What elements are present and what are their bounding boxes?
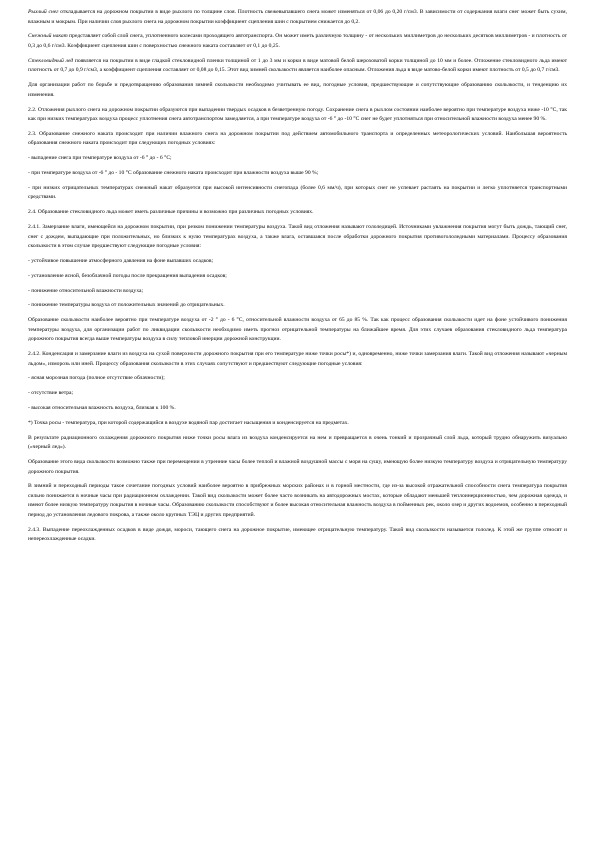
list-item: - при температуре воздуха от -6 ° до - 10 °С образование снежного наката происходит при влажности воздуха выше 90 %; [28,170,319,177]
paragraph-2-2: 2.2. Отложения рыхлого снега на дорожном покрытии образуются при выпадении твердых осадков в безветренную погоду. Сохранение снега в рыхлом состоянии наиболее вероятно при температуре воздуха ниже -10 °С, так как при низких температурах воздуха процесс уплотнения снега автотранспортом замедляется, а при температуре воздуха от -6 ° до -10 °С снег не будет уплотняться при относительной влажности воздуха менее 90 %. [28,106,567,123]
paragraph-text: представляет собой слой снега, уплотненного колесами проходящего автотранспорта. Он может иметь различную толщину - от нескольких миллиметров до нескольких десятков миллиметров - и плотность от 0,3 до 0,6 г/см3. Коэффициент сцепления шин с поверхностью снежного наката составляет от 0,1 до 0,25. [28,33,567,49]
list-item: - отсутствие ветра; [28,390,74,397]
term-glaze-ice: Стекловидный лед [28,57,74,64]
list-item: - понижение относительной влажности воздуха; [28,287,144,294]
paragraph-2-4: 2.4. Образование стекловидного льда может иметь различные причины и возможно при различных погодных условиях. [28,209,314,216]
paragraph-slipperiness: Образование скользкости наиболее вероятно при температуре воздуха от -2 ° до - 6 °С, относительной влажности воздуха от 65 до 85 %. Так как процесс образования скользкости идет на фоне устойчивого понижения температуры воздуха, для организации работ по ликвидации скользкости необходимо иметь прогноз отрицательной температуры на ближайшее время. Для этих случаев образования стекловидного льда температура дорожного покрытия всегда выше температуры воздуха в силу тепловой инерции дорожной конструкции. [28,317,567,343]
paragraph-black-ice: В результате радиационного охлаждения дорожного покрытия ниже точки росы влага из воздуха конденсируется на нем и превращается в очень тонкий и прозрачный слой льда, который трудно обнаружить визуально («черный лед»). [28,434,567,451]
paragraph-coastal: В зимний и переходный периоды такое сочетание погодных условий наиболее вероятно в прибрежных морских районах и в горной местности, где из-за высокой отражательной способности снега температура покрытия сильно понижается в ночные часы при радиационном охлаждении. Такой вид скользкости может более часто возникать на автодорожных мостах, которые обладают меньшей теплоинерционностью, чем дорожная одежда, и имеют более низкую температуру покрытия в ночные часы. Образованию скользкости способствуют и более высокая относительная влажность воздуха в пойменных рек, около озер и других водоемов, особенно в переходный период до установления ледового покрова, а также около крупных ТЭЦ и других предприятий. [28,483,567,519]
paragraph-organization: Для организации работ по борьбе и предотвращению образования зимней скользкости необходимо учитывать ее вид, погодные условия, предшествующие и сопутствующие образованию скользкости, и тенденцию их изменения. [28,82,567,98]
term-loose-snow: Рыхлый снег [28,9,59,15]
paragraph-warm-air: Образование этого вида скользкости возможно также при перемещении в утренние часы более теплой и влажной воздушной массы с моря на сушу, имеющую более низкую температуру воздуха и отрицательную температуру дорожного покрытия. [28,458,567,475]
list-item: - ясная морозная погода (полное отсутствие облачности); [28,375,165,382]
paragraph-2-4-3: 2.4.3. Выпадение переохлажденных осадков в виде дождя, мороси, тающего снега на дорожное покрытие, имеющее отрицательную температуру. Такой вид скользкости называется гололед. К этой же группе относят и непереохлажденные осадки. [28,526,567,543]
paragraph-2-3: 2.3. Образование снежного наката происходит при наличии влажного снега на дорожном покрытии под действием автомобильного транспорта и определенных метеорологических условий. Наибольшая вероятность образования снежного наката происходит при следующих погодных условиях: [28,130,567,147]
term-snow-pack: Снежный накат [28,33,68,40]
paragraph-text: откладывается на дорожном покрытии в виде рыхлого по толщине слоя. Плотность свежевыпавшего снега может изменяться от 0,06 до 0,20 г/см3. В зависимости от содержания влаги снег может быть сухим, влажным и мокрым. При наличии слоя рыхлого снега на дорожном покрытии коэффициент сцепления шин с покрытием снижается до 0,2. [28,9,567,25]
list-item: - выпадение снега при температуре воздуха от -6 ° до - 6 °С; [28,155,172,162]
list-item: - высокая относительная влажность воздуха, близкая к 100 %. [28,404,176,411]
paragraph-2-4-1: 2.4.1. Замерзание влаги, имеющейся на дорожном покрытии, при резком понижении температуры воздуха. Такой вид отложения называют гололедицей. Источниками увлажнения покрытия могут быть дождь, тающий снег, снег с дождем, выпадающие при положительных, но близких к нулю температурах воздуха, а также влага, оставшаяся после обработки дорожного покрытия противогололедными материалами. Процессу образования скользкости в этом случае предшествуют следующие погодные условия: [28,223,567,250]
list-item: - установление ясной, безоблачной погоды после прекращения выпадения осадков; [28,272,227,279]
paragraph-text: появляется на покрытии в виде гладкой стекловидной пленки толщиной от 1 до 3 мм и корки в виде матовой белой шероховатой корки толщиной до 10 мм и более. Отложение стекловидного льда имеют плотность от 0,7 до 0,9 г/см3, а коэффициент сцепления составляет от 0,08 до 0,15. Этот вид зимней скользкости является наиболее опасным. Отложения льда в виде матово-белой корки имеют плотность от 0,5 до 0,7 г/см3. [28,57,568,74]
paragraph-snow-pack [28,32,567,51]
paragraph-loose-snow [28,8,567,27]
list-item: - устойчивое повышение атмосферного давления на фоне выпавших осадков; [28,257,214,264]
paragraph-2-4-2: 2.4.2. Конденсация и замерзание влаги из воздуха на сухой поверхности дорожного покрытия при его температуре ниже точки росы*) и, одновременно, ниже точки замерзания влаги. Такой вид отложения называют «черным льдом», изморозь или иней. Процессу образования скользкости в этих случаях сопутствуют и предшествуют следующие погодные условия: [28,351,567,367]
footnote-dew-point: *) Точка росы - температура, при которой содержащийся в воздухе водяной пар достигает насыщения и конденсируется на предметах. [28,419,349,426]
list-item: - понижение температуры воздуха от положительных значений до отрицательных. [28,302,225,309]
paragraph-glaze-ice [28,57,567,76]
list-item: - при низких отрицательных температурах снежный накат образуется при высокой интенсивности снегопада (более 0,6 мм/ч), при которых снег не успевает растаять на покрытии и легко уплотняется транспортными средствами. [28,184,567,201]
